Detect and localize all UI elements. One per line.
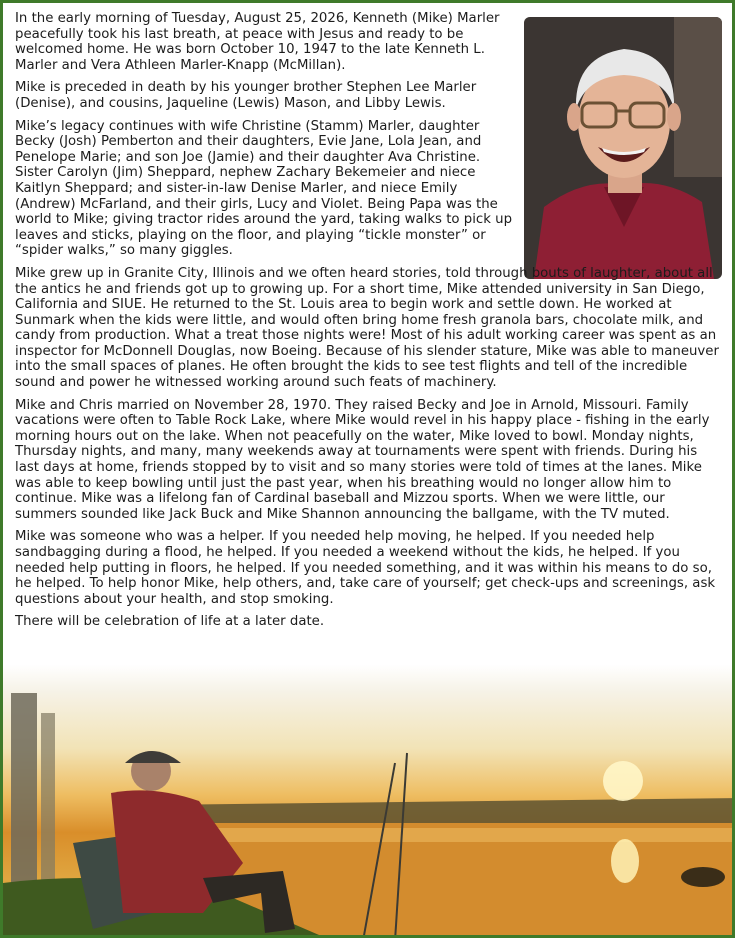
paragraph-preceded: Mike is preceded in death by his younger brother Stephen Lee Marler (Denise), and cousins, Jaqueline (Lewis) Mason, and Libby Lewis.: [15, 80, 477, 111]
paragraph-helper: Mike was someone who was a helper. If you needed help moving, he helped. If you needed help sandbagging during a flood, he helped. If you needed a weekend without the kids, he helped. If you needed help putting in floors, he helped. If you needed something, and it was within his means to do so, he helped. To help honor Mike, help others, and, take care of yourself; get check-ups and screenings, ask questions about your health, and stop smoking.: [15, 529, 716, 607]
paragraph-intro: In the early morning of Tuesday, August 25, 2026, Kenneth (Mike) Marler peacefully took his last breath, at peace with Jesus and ready to be welcomed home. He was born October 10, 1947 to the late Kenneth L. Marler and Vera Athleen Marler-Knapp (McMillan).: [15, 11, 500, 73]
lake-sunset-illustration: [3, 693, 735, 938]
paragraph-family: Mike and Chris married on November 28, 1970. They raised Becky and Joe in Arnold, Missouri. Family vacations were often to Table Rock Lake, where Mike would revel in his happy place - fishing in the early morning hours out on the lake. When not peacefully on the water, Mike loved to bowl. Monday nights, Thursday nights, and many, many weekends away at tournaments were spent with friends. During his last days at home, friends stopped by to visit and so many stories were told of times at the lanes. Mike was able to keep bowling until just the past year, when his breathing would no longer allow him to continue. Mike was a lifelong fan of Cardinal baseball and Mizzou sports. When we were little, our summers sounded like Jack Buck and Mike Shannon announcing the ballgame, with the TV muted.: [15, 397, 710, 522]
paragraph-legacy: Mike’s legacy continues with wife Christine (Stamm) Marler, daughter Becky (Josh) Pemberton and their daughters, Evie Jane, Lola Jean, and Penelope Marie; and son Joe (Jamie) and their daughter Ava Christine. Sister Carolyn (Jim) Sheppard, nephew Zachary Bekemeier and niece Kaitlyn Sheppard; and sister-in-law Denise Marler, and niece Emily (Andrew) McFarland, and their girls, Lucy and Violet. Being Papa was the world to Mike; giving tractor rides around the yard, taking walks to pick up leaves and sticks, playing on the floor, and playing “tickle monster” or “spider walks,” so many giggles.: [15, 118, 513, 259]
obituary-text: [15, 11, 721, 637]
paragraph-celebration: There will be celebration of life at a later date.: [15, 614, 325, 630]
paragraph-early-life: Mike grew up in Granite City, Illinois and we often heard stories, told through bouts of laughter, about all the antics he and friends got up to growing up. For a short time, Mike attended university in San Diego, California and SIUE. He returned to the St. Louis area to begin work and settle down. He worked at Sunmark when the kids were little, and would often bring home fresh granola bars, chocolate milk, and candy from production. What a treat those nights were! Most of his adult working career was spent as an inspector for McDonnell Douglas, now Boeing. Because of his slender stature, Mike was able to maneuver into the small spaces of planes. He often brought the kids to see test flights and tell of the incredible sound and power he witnessed working around such feats of machinery.: [15, 265, 719, 391]
